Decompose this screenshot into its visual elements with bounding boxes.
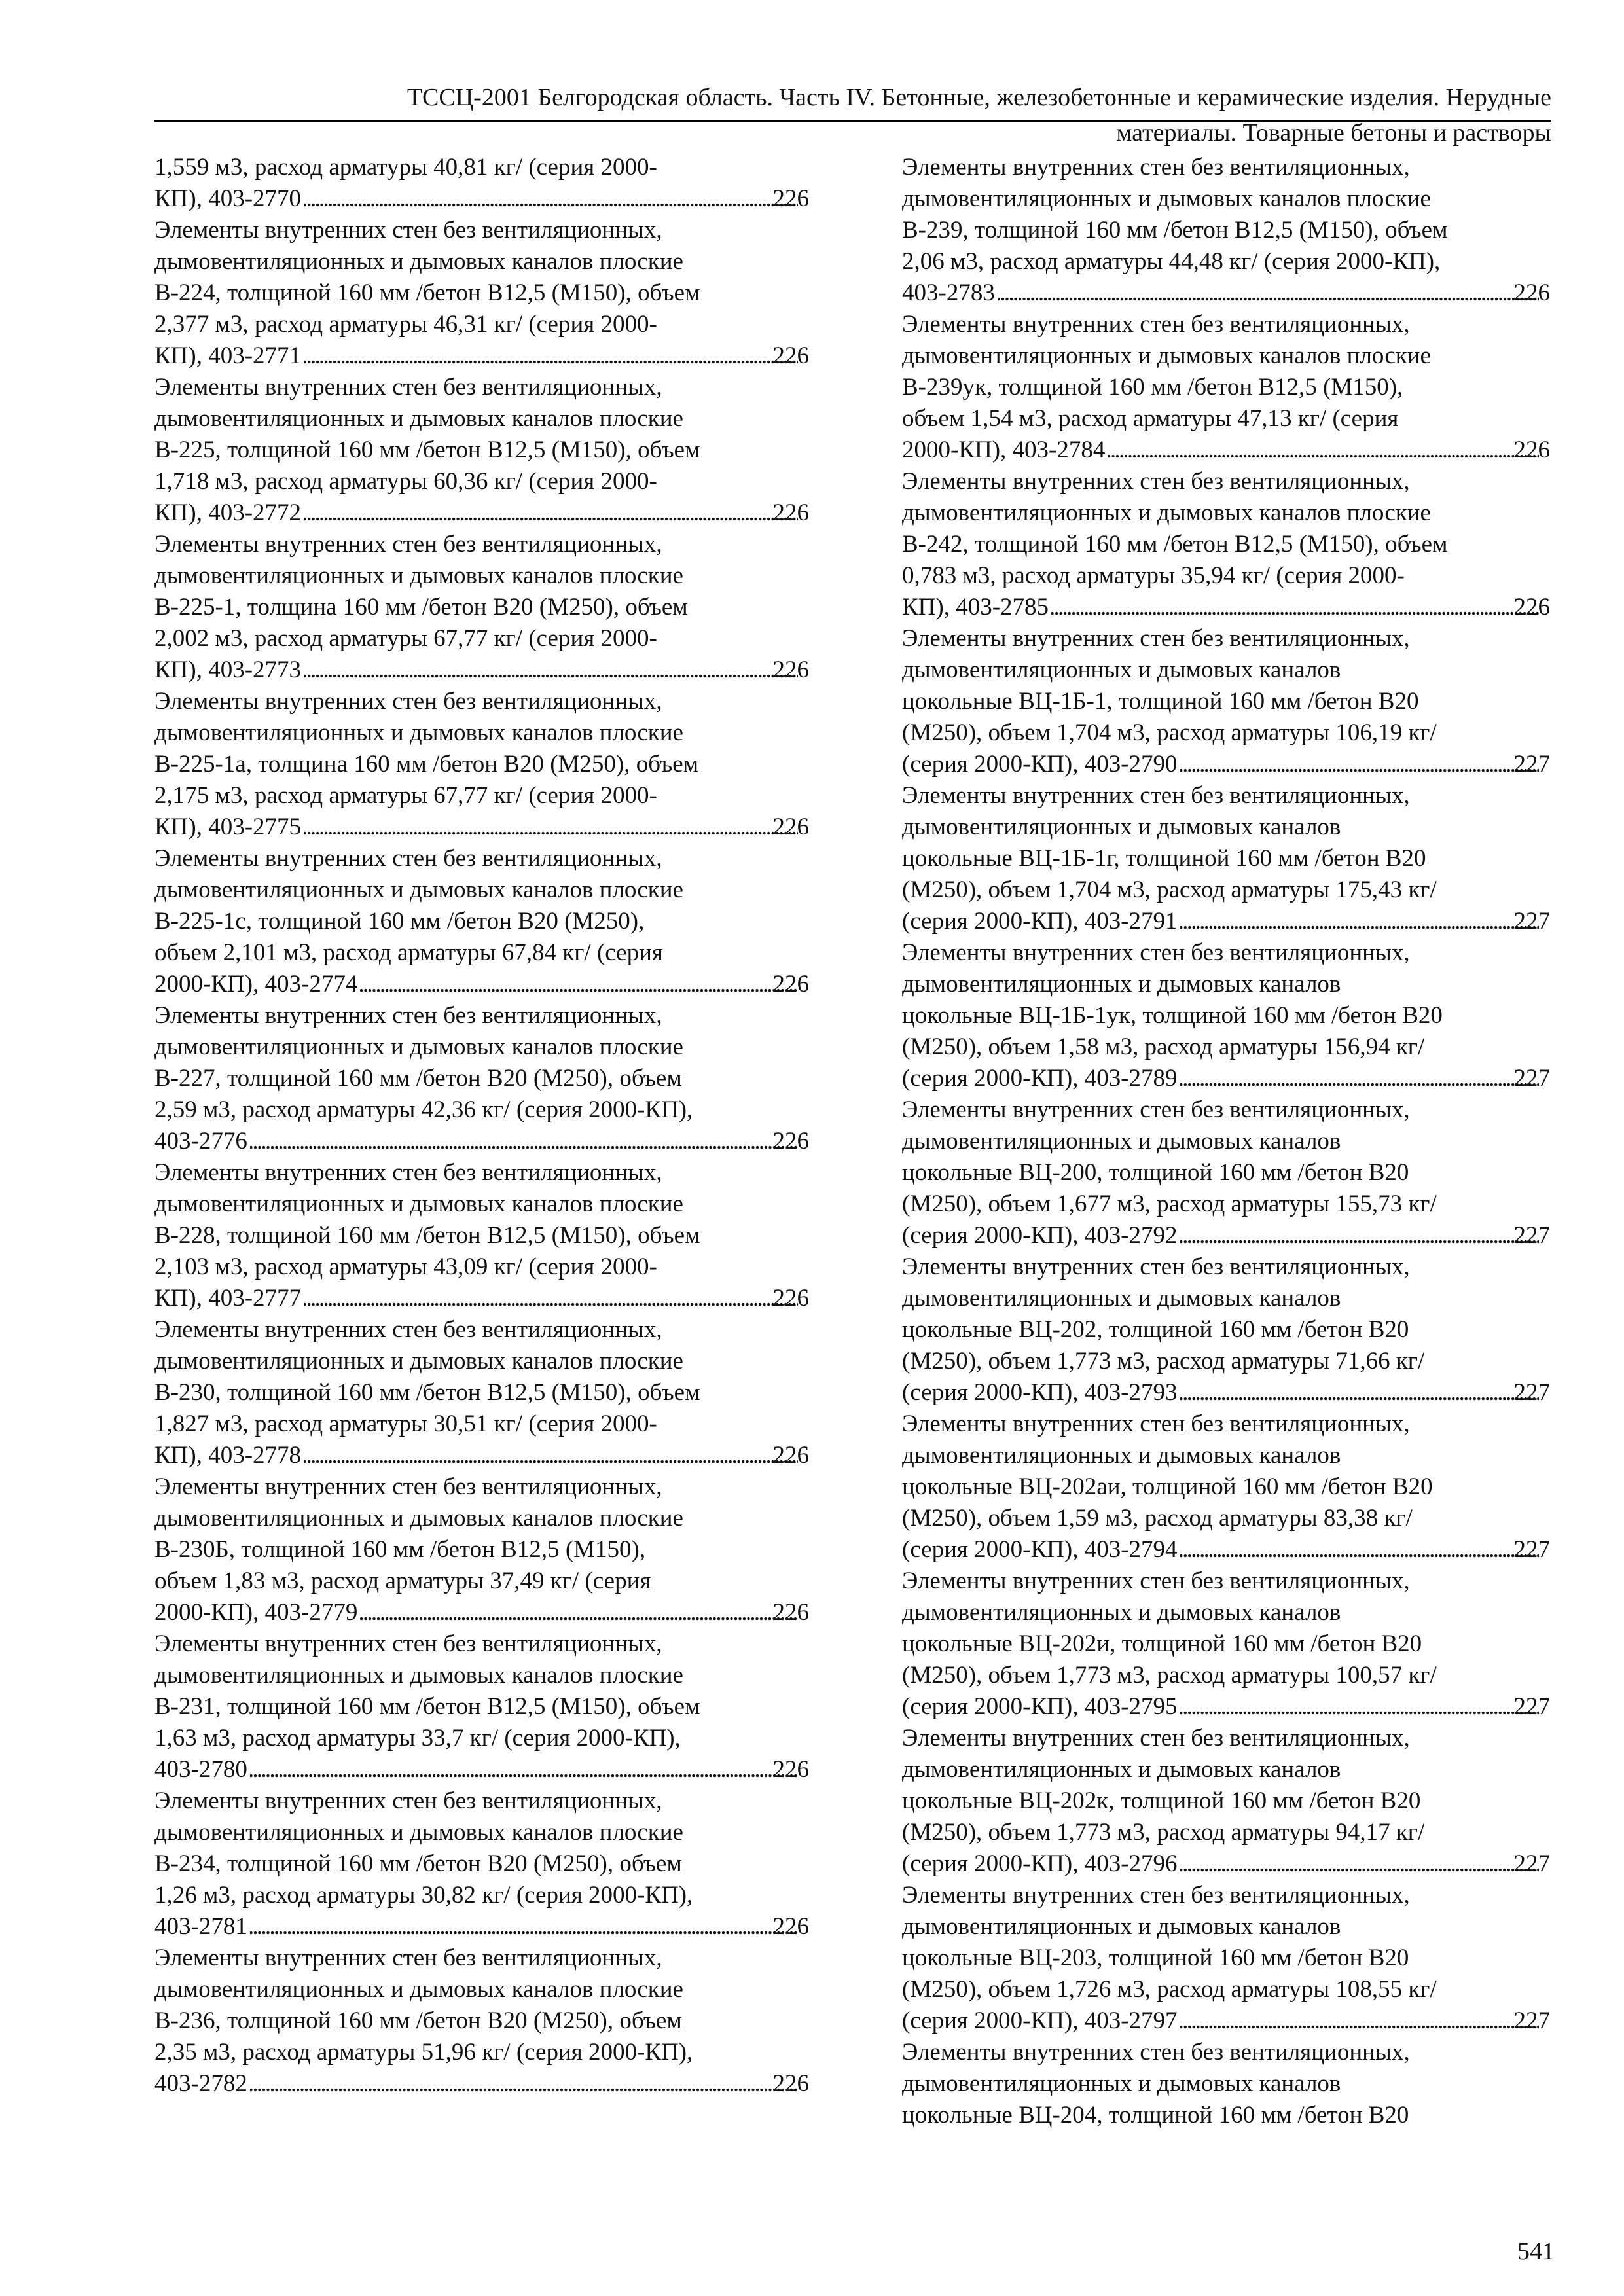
entry-text-line: цокольные ВЦ-204, толщиной 160 мм /бетон В20 xyxy=(902,2102,1409,2128)
index-entry xyxy=(154,1314,809,1471)
index-entry xyxy=(154,1785,809,1943)
dot-leader xyxy=(304,1440,797,1471)
entry-text-line: Элементы внутренних стен без вентиляционных, xyxy=(154,217,662,243)
dot-leader xyxy=(360,1597,797,1628)
entry-page-ref: 226 xyxy=(772,1599,809,1626)
entry-text-line: (М250), объем 1,677 м3, расход арматуры 155,73 кг/ xyxy=(902,1191,1437,1217)
entry-text-line: дымовентиляционных и дымовых каналов xyxy=(902,2070,1341,2097)
dot-leader xyxy=(304,812,797,843)
entry-code: КП), 403-2772 xyxy=(154,499,302,526)
entry-text-line: Элементы внутренних стен без вентиляционных, xyxy=(902,2039,1410,2066)
entry-text-line: Элементы внутренних стен без вентиляционных, xyxy=(902,311,1410,338)
dot-leader xyxy=(304,497,797,529)
entry-last-line xyxy=(154,340,809,372)
index-entry xyxy=(902,152,1550,309)
entry-page-ref: 227 xyxy=(1513,1536,1550,1563)
entry-text-line: 2,175 м3, расход арматуры 67,77 кг/ (серия 2000- xyxy=(154,782,657,809)
entry-last-line xyxy=(154,812,809,843)
entry-last-line xyxy=(154,497,809,529)
entry-text-line: 2,59 м3, расход арматуры 42,36 кг/ (серия 2000-КП), xyxy=(154,1096,693,1123)
header-title-line1: ТССЦ-2001 Белгородская область. Часть IV. Бетонные, железобетонные и керамические изделия. Нерудные xyxy=(406,84,1551,111)
dot-leader xyxy=(304,183,797,215)
entry-text-line: дымовентиляционных и дымовых каналов плоские xyxy=(154,876,683,903)
entry-code: 403-2782 xyxy=(154,2070,247,2097)
entry-text-line: дымовентиляционных и дымовых каналов плоские xyxy=(154,405,683,432)
entry-text-line: В-228, толщиной 160 мм /бетон В12,5 (М150), объем xyxy=(154,1222,700,1249)
entry-last-line xyxy=(902,1848,1550,1880)
entry-text-line: Элементы внутренних стен без вентиляционных, xyxy=(902,1096,1410,1123)
index-entry xyxy=(154,529,809,686)
index-entry xyxy=(902,1880,1550,2037)
index-entry xyxy=(902,1408,1550,1566)
index-entry xyxy=(154,215,809,372)
entry-text-line: Элементы внутренних стен без вентиляционных, xyxy=(902,625,1410,652)
entry-code: КП), 403-2775 xyxy=(154,814,302,840)
entry-text-line: 2,06 м3, расход арматуры 44,48 кг/ (серия 2000-КП), xyxy=(902,248,1441,275)
dot-leader xyxy=(1180,1377,1539,1408)
entry-text-line: Элементы внутренних стен без вентиляционных, xyxy=(154,1002,662,1029)
entry-text-line: дымовентиляционных и дымовых каналов плоские xyxy=(154,1819,683,1846)
entry-page-ref: 226 xyxy=(1513,594,1550,620)
entry-text-line: цокольные ВЦ-1Б-1г, толщиной 160 мм /бетон В20 xyxy=(902,845,1426,872)
index-entry xyxy=(902,309,1550,466)
entry-text-line: (М250), объем 1,773 м3, расход арматуры 100,57 кг/ xyxy=(902,1662,1437,1689)
entry-text-line: дымовентиляционных и дымовых каналов плоские xyxy=(902,342,1431,369)
entry-text-line: (М250), объем 1,773 м3, расход арматуры 94,17 кг/ xyxy=(902,1819,1425,1846)
index-entry xyxy=(154,843,809,1000)
entry-code: 2000-КП), 403-2784 xyxy=(902,437,1106,463)
entry-text-line: цокольные ВЦ-203, толщиной 160 мм /бетон В20 xyxy=(902,1945,1409,1971)
entry-text-line: Элементы внутренних стен без вентиляционных, xyxy=(154,1316,662,1343)
entry-last-line xyxy=(154,1440,809,1471)
entry-text-line: Элементы внутренних стен без вентиляционных, xyxy=(154,374,662,401)
entry-code: (серия 2000-КП), 403-2792 xyxy=(902,1222,1178,1249)
index-entry xyxy=(902,1723,1550,1880)
entry-text-line: дымовентиляционных и дымовых каналов xyxy=(902,971,1341,997)
entry-page-ref: 227 xyxy=(1513,1693,1550,1720)
entry-last-line xyxy=(902,278,1550,309)
entry-code: КП), 403-2778 xyxy=(154,1442,302,1469)
entry-text-line: Элементы внутренних стен без вентиляционных, xyxy=(902,154,1410,181)
entry-text-line: дымовентиляционных и дымовых каналов xyxy=(902,1913,1341,1940)
dot-leader xyxy=(1180,1691,1539,1723)
entry-code: 403-2780 xyxy=(154,1756,247,1783)
entry-page-ref: 226 xyxy=(772,2070,809,2097)
entry-text-line: В-242, толщиной 160 мм /бетон В12,5 (М150), объем xyxy=(902,531,1448,558)
entry-text-line: 2,35 м3, расход арматуры 51,96 кг/ (серия 2000-КП), xyxy=(154,2039,693,2066)
dot-leader xyxy=(304,340,797,372)
entry-page-ref: 226 xyxy=(772,1285,809,1312)
entry-last-line xyxy=(154,183,809,215)
entry-text-line: 1,63 м3, расход арматуры 33,7 кг/ (серия 2000-КП), xyxy=(154,1725,681,1751)
entry-text-line: дымовентиляционных и дымовых каналов xyxy=(902,1442,1341,1469)
entry-page-ref: 226 xyxy=(1513,437,1550,463)
entry-text-line: цокольные ВЦ-202к, толщиной 160 мм /бетон В20 xyxy=(902,1787,1421,1814)
entry-page-ref: 227 xyxy=(1513,1850,1550,1877)
entry-text-line: Элементы внутренних стен без вентиляционных, xyxy=(154,1473,662,1500)
entry-page-ref: 226 xyxy=(772,499,809,526)
entry-text-line: цокольные ВЦ-200, толщиной 160 мм /бетон В20 xyxy=(902,1159,1409,1186)
index-entry xyxy=(154,686,809,843)
entry-text-line: Элементы внутренних стен без вентиляционных, xyxy=(902,1253,1410,1280)
dot-leader xyxy=(250,1754,798,1785)
entry-text-line: объем 1,83 м3, расход арматуры 37,49 кг/ (серия xyxy=(154,1568,651,1594)
entry-text-line: Элементы внутренних стен без вентиляционных, xyxy=(902,1725,1410,1751)
entry-text-line: дымовентиляционных и дымовых каналов плоские xyxy=(154,1191,683,1217)
entry-text-line: Элементы внутренних стен без вентиляционных, xyxy=(154,1159,662,1186)
entry-code: (серия 2000-КП), 403-2796 xyxy=(902,1850,1178,1877)
entry-last-line xyxy=(154,655,809,686)
entry-page-ref: 226 xyxy=(772,971,809,997)
entry-page-ref: 226 xyxy=(772,1128,809,1155)
dot-leader xyxy=(1108,435,1538,466)
index-entry xyxy=(902,780,1550,937)
entry-last-line xyxy=(902,2005,1550,2037)
entry-page-ref: 227 xyxy=(1513,1222,1550,1249)
entry-text-line: дымовентиляционных и дымовых каналов плоские xyxy=(154,248,683,275)
entry-text-line: В-224, толщиной 160 мм /бетон В12,5 (М150), объем xyxy=(154,279,700,306)
entry-text-line: В-230, толщиной 160 мм /бетон В12,5 (М150), объем xyxy=(154,1379,700,1406)
entry-text-line: цокольные ВЦ-202аи, толщиной 160 мм /бетон В20 xyxy=(902,1473,1433,1500)
entry-text-line: дымовентиляционных и дымовых каналов плоские xyxy=(154,1033,683,1060)
entry-code: КП), 403-2777 xyxy=(154,1285,302,1312)
entry-text-line: 1,827 м3, расход арматуры 30,51 кг/ (серия 2000- xyxy=(154,1410,657,1437)
dot-leader xyxy=(360,969,797,1000)
entry-text-line: Элементы внутренних стен без вентиляционных, xyxy=(154,845,662,872)
dot-leader xyxy=(1180,1534,1539,1566)
dot-leader xyxy=(998,278,1539,309)
entry-text-line: дымовентиляционных и дымовых каналов xyxy=(902,814,1341,840)
index-entry xyxy=(154,1471,809,1628)
entry-code: КП), 403-2773 xyxy=(154,656,302,683)
dot-leader xyxy=(250,2068,798,2100)
entry-text-line: 1,718 м3, расход арматуры 60,36 кг/ (серия 2000- xyxy=(154,468,657,495)
entry-text-line: дымовентиляционных и дымовых каналов xyxy=(902,1285,1341,1312)
entry-last-line xyxy=(902,1063,1550,1094)
index-entry xyxy=(902,623,1550,780)
entry-text-line: В-234, толщиной 160 мм /бетон В20 (М250), объем xyxy=(154,1850,682,1877)
entry-page-ref: 227 xyxy=(1513,908,1550,935)
entry-code: 2000-КП), 403-2774 xyxy=(154,971,358,997)
entry-last-line xyxy=(154,1911,809,1943)
entry-text-line: В-236, толщиной 160 мм /бетон В20 (М250), объем xyxy=(154,2007,682,2034)
entry-page-ref: 227 xyxy=(1513,2007,1550,2034)
entry-text-line: цокольные ВЦ-202и, толщиной 160 мм /бетон В20 xyxy=(902,1630,1422,1657)
entry-text-line: (М250), объем 1,726 м3, расход арматуры 108,55 кг/ xyxy=(902,1976,1437,2003)
entry-code: (серия 2000-КП), 403-2791 xyxy=(902,908,1178,935)
index-entry xyxy=(902,1094,1550,1251)
entry-text-line: В-227, толщиной 160 мм /бетон В20 (М250), объем xyxy=(154,1065,682,1092)
dot-leader xyxy=(1051,592,1538,623)
entry-text-line: дымовентиляционных и дымовых каналов плоские xyxy=(154,562,683,589)
entry-text-line: Элементы внутренних стен без вентиляционных, xyxy=(902,1882,1410,1909)
index-entry xyxy=(902,937,1550,1094)
entry-code: (серия 2000-КП), 403-2790 xyxy=(902,751,1178,778)
entry-text-line: 2,103 м3, расход арматуры 43,09 кг/ (серия 2000- xyxy=(154,1253,657,1280)
entry-text-line: Элементы внутренних стен без вентиляционных, xyxy=(902,468,1410,495)
entry-text-line: (М250), объем 1,704 м3, расход арматуры 175,43 кг/ xyxy=(902,876,1437,903)
entry-last-line xyxy=(154,1754,809,1785)
entry-last-line xyxy=(902,592,1550,623)
entry-code: 403-2783 xyxy=(902,279,995,306)
entry-text-line: Элементы внутренних стен без вентиляционных, xyxy=(902,939,1410,966)
entry-code: (серия 2000-КП), 403-2789 xyxy=(902,1065,1178,1092)
entry-page-ref: 227 xyxy=(1513,751,1550,778)
entry-last-line xyxy=(902,1220,1550,1251)
entry-text-line: В-239, толщиной 160 мм /бетон В12,5 (М150), объем xyxy=(902,217,1448,243)
entry-last-line xyxy=(902,1534,1550,1566)
dot-leader xyxy=(304,1283,797,1314)
dot-leader xyxy=(1180,1063,1539,1094)
index-entry xyxy=(902,466,1550,623)
entry-text-line: (М250), объем 1,704 м3, расход арматуры 106,19 кг/ xyxy=(902,719,1437,746)
index-entry xyxy=(154,1157,809,1314)
entry-text-line: (М250), объем 1,773 м3, расход арматуры 71,66 кг/ xyxy=(902,1348,1425,1374)
entry-text-line: дымовентиляционных и дымовых каналов плоские xyxy=(902,185,1431,212)
entry-code: (серия 2000-КП), 403-2797 xyxy=(902,2007,1178,2034)
entry-text-line: Элементы внутренних стен без вентиляционных, xyxy=(902,782,1410,809)
dot-leader xyxy=(1180,1220,1539,1251)
dot-leader xyxy=(304,655,797,686)
entry-text-line: В-230Б, толщиной 160 мм /бетон В12,5 (М150), xyxy=(154,1536,646,1563)
entry-last-line xyxy=(902,1691,1550,1723)
entry-text-line: дымовентиляционных и дымовых каналов плоские xyxy=(154,1505,683,1532)
entry-page-ref: 227 xyxy=(1513,1065,1550,1092)
index-entry xyxy=(154,1000,809,1157)
entry-last-line xyxy=(902,749,1550,780)
running-header xyxy=(154,82,1551,113)
dot-leader xyxy=(1180,2005,1539,2037)
entry-page-ref: 226 xyxy=(772,342,809,369)
entry-text-line: (М250), объем 1,59 м3, расход арматуры 83,38 кг/ xyxy=(902,1505,1413,1532)
entry-page-ref: 226 xyxy=(772,185,809,212)
dot-leader xyxy=(1180,749,1539,780)
entry-text-line: дымовентиляционных и дымовых каналов плоские xyxy=(154,1662,683,1689)
entry-text-line: Элементы внутренних стен без вентиляционных, xyxy=(154,531,662,558)
index-entry xyxy=(154,152,809,215)
entry-page-ref: 226 xyxy=(772,656,809,683)
entry-last-line xyxy=(154,969,809,1000)
entry-code: КП), 403-2785 xyxy=(902,594,1049,620)
entry-text-line: Элементы внутренних стен без вентиляционных, xyxy=(154,1787,662,1814)
entry-text-line: 0,783 м3, расход арматуры 35,94 кг/ (серия 2000- xyxy=(902,562,1405,589)
entry-text-line: цокольные ВЦ-202, толщиной 160 мм /бетон В20 xyxy=(902,1316,1409,1343)
entry-code: (серия 2000-КП), 403-2795 xyxy=(902,1693,1178,1720)
entry-text-line: В-239ук, толщиной 160 мм /бетон В12,5 (М150), xyxy=(902,374,1403,401)
entry-text-line: объем 2,101 м3, расход арматуры 67,84 кг/ (серия xyxy=(154,939,663,966)
entry-text-line: 2,377 м3, расход арматуры 46,31 кг/ (серия 2000- xyxy=(154,311,657,338)
entry-text-line: Элементы внутренних стен без вентиляционных, xyxy=(154,688,662,715)
header-title-line2: материалы. Товарные бетоны и растворы xyxy=(1116,119,1551,147)
entry-last-line xyxy=(154,2068,809,2100)
index-entry xyxy=(154,1628,809,1785)
entry-code: 403-2776 xyxy=(154,1128,247,1155)
index-entry xyxy=(902,1566,1550,1723)
index-entry xyxy=(902,1251,1550,1408)
entry-text-line: В-231, толщиной 160 мм /бетон В12,5 (М150), объем xyxy=(154,1693,700,1720)
dot-leader xyxy=(250,1126,798,1157)
entry-text-line: дымовентиляционных и дымовых каналов xyxy=(902,656,1341,683)
entry-code: 403-2781 xyxy=(154,1913,247,1940)
entry-page-ref: 226 xyxy=(772,1756,809,1783)
page-number: 541 xyxy=(1517,2238,1555,2265)
entry-text-line: Элементы внутренних стен без вентиляционных, xyxy=(154,1945,662,1971)
entry-text-line: дымовентиляционных и дымовых каналов плоские xyxy=(154,1976,683,2003)
entry-text-line: В-225, толщиной 160 мм /бетон В12,5 (М150), объем xyxy=(154,437,700,463)
entry-text-line: дымовентиляционных и дымовых каналов плоские xyxy=(154,1348,683,1374)
entry-text-line: цокольные ВЦ-1Б-1, толщиной 160 мм /бетон В20 xyxy=(902,688,1419,715)
entry-last-line xyxy=(154,1283,809,1314)
entry-last-line xyxy=(154,1597,809,1628)
entry-text-line: дымовентиляционных и дымовых каналов xyxy=(902,1756,1341,1783)
entry-text-line: Элементы внутренних стен без вентиляционных, xyxy=(154,1630,662,1657)
entry-code: КП), 403-2771 xyxy=(154,342,302,369)
entry-text-line: дымовентиляционных и дымовых каналов xyxy=(902,1599,1341,1626)
index-entry xyxy=(154,1943,809,2100)
entry-text-line: объем 1,54 м3, расход арматуры 47,13 кг/ (серия xyxy=(902,405,1399,432)
index-column-right xyxy=(902,152,1550,2131)
entry-last-line xyxy=(902,1377,1550,1408)
entry-page-ref: 226 xyxy=(772,1913,809,1940)
entry-last-line xyxy=(154,1126,809,1157)
entry-page-ref: 226 xyxy=(772,814,809,840)
entry-text-line: В-225-1, толщина 160 мм /бетон В20 (М250), объем xyxy=(154,594,688,620)
entry-page-ref: 226 xyxy=(772,1442,809,1469)
dot-leader xyxy=(250,1911,798,1943)
index-entry xyxy=(154,372,809,529)
entry-text-line: Элементы внутренних стен без вентиляционных, xyxy=(902,1410,1410,1437)
entry-text-line: 1,26 м3, расход арматуры 30,82 кг/ (серия 2000-КП), xyxy=(154,1882,693,1909)
entry-page-ref: 227 xyxy=(1513,1379,1550,1406)
dot-leader xyxy=(1180,906,1539,937)
entry-last-line xyxy=(902,906,1550,937)
entry-page-ref: 226 xyxy=(1513,279,1550,306)
entry-code: (серия 2000-КП), 403-2793 xyxy=(902,1379,1178,1406)
index-column-left xyxy=(154,152,809,2100)
entry-text-line: дымовентиляционных и дымовых каналов плоские xyxy=(902,499,1431,526)
entry-text-line: (М250), объем 1,58 м3, расход арматуры 156,94 кг/ xyxy=(902,1033,1425,1060)
entry-text-line: 1,559 м3, расход арматуры 40,81 кг/ (серия 2000- xyxy=(154,154,657,181)
entry-last-line xyxy=(902,435,1550,466)
entry-text-line: 2,002 м3, расход арматуры 67,77 кг/ (серия 2000- xyxy=(154,625,657,652)
index-entry xyxy=(902,2037,1550,2131)
entry-text-line: В-225-1а, толщина 160 мм /бетон В20 (М250), объем xyxy=(154,751,699,778)
entry-code: КП), 403-2770 xyxy=(154,185,302,212)
entry-text-line: В-225-1с, толщиной 160 мм /бетон В20 (М250), xyxy=(154,908,645,935)
entry-text-line: цокольные ВЦ-1Б-1ук, толщиной 160 мм /бетон В20 xyxy=(902,1002,1443,1029)
entry-code: (серия 2000-КП), 403-2794 xyxy=(902,1536,1178,1563)
entry-text-line: дымовентиляционных и дымовых каналов xyxy=(902,1128,1341,1155)
entry-text-line: Элементы внутренних стен без вентиляционных, xyxy=(902,1568,1410,1594)
dot-leader xyxy=(1180,1848,1539,1880)
entry-code: 2000-КП), 403-2779 xyxy=(154,1599,358,1626)
entry-text-line: дымовентиляционных и дымовых каналов плоские xyxy=(154,719,683,746)
